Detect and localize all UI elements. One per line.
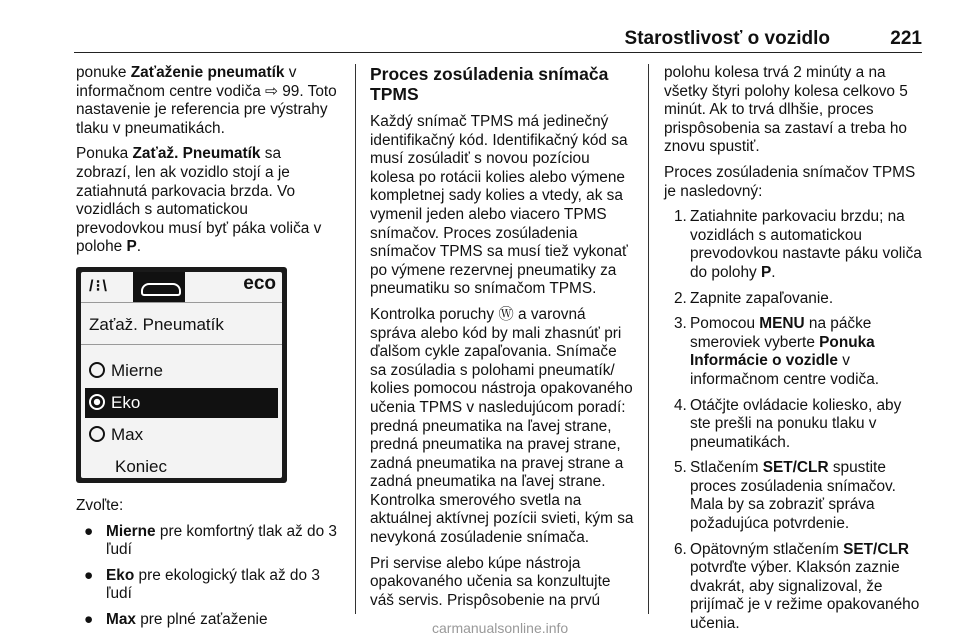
column-1: [76, 64, 338, 637]
paragraph: polohu kolesa trvá 2 minúty a na všetky štyri polohy kolesa celkovo 5 minút. Ak to trvá dlhšie, proces prispôsobenia sa zastaví a treba ho znovu spustiť.: [664, 64, 908, 156]
list-item: 3. Pomocou MENU na páčke smeroviek vyberte Ponuka Informácie o vozidle v informačnom centre vodiča.: [674, 315, 880, 388]
page-number: 221: [890, 28, 922, 49]
choose-label: Zvoľte:: [76, 496, 124, 514]
radio-icon: [89, 362, 105, 378]
road-icon: /⁝\: [89, 277, 109, 295]
list-item: 2. Zapnite zapaľovanie.: [674, 289, 834, 307]
display-top-bar: [81, 272, 282, 303]
list-item: 6. Opätovným stlačením SET/CLR potvrďte výber. Klaksón zaznie dvakrát, aby signalizoval, že prijímač je v režime opakovaného učenia.: [674, 540, 920, 633]
paragraph: Každý snímač TPMS má jedinečný identifikačný kód. Identifikačný kód sa musí zosúladiť s novou pozíciou kolesa po rotácii kolies alebo výmene kompletnej sady kolies a vtedy, ak sa vymenil jeden alebo viacero TPMS snímačov. Proces zosúladenia snímačov TPMS sa musí tiež vykonať po výmene rezervnej pneumatiky za pneumatiku so snímačom TPMS.: [370, 113, 628, 298]
column-3: [664, 64, 926, 641]
option-koniec: Koniec: [115, 456, 167, 476]
paragraph: Kontrolka poruchy Ⓦ a varovná správa alebo kód by mali zhasnúť pri ďalšom cykle zapaľovania. Snímače sa zosúladia s polohami pneumatík/ kolies pomocou nástroja opakovaného učenia TPMS v nasledujúcom poradí: predná pneumatika na ľavej strane, predná pneumatika na pravej strane, zadná pneumatika na pravej strane a zadná pneumatika na ľavej strane. Kontrolka smerového svetla na aktuálnej aktívnej pozícii svieti, kým sa nevykoná zosúladenie snímača.: [370, 305, 634, 547]
list-item: ● Eko pre ekologický tlak až do 3 ľudí: [84, 566, 320, 603]
paragraph: ponuke Zaťaženie pneumatík v informačnom centre vodiča ⇨ 99. Toto nastavenie je referencia pre výstrahy tlaku v pneumatikách.: [76, 64, 337, 137]
list-item: 5. Stlačením SET/CLR spustite proces zosúladenia snímačov. Mala by sa zobraziť správa požadujúca potvrdenie.: [674, 459, 896, 533]
list-item: ● Mierne pre komfortný tlak až do 3 ľudí: [84, 522, 337, 559]
display-screen: [81, 272, 282, 478]
page-title: Starostlivosť o vozidlo: [624, 28, 830, 49]
section-heading: Proces zosúladenia snímača TPMS: [370, 64, 609, 104]
watermark: carmanualsonline.info: [432, 620, 569, 636]
option-mierne: Mierne: [85, 356, 278, 386]
column-divider: [355, 64, 356, 614]
paragraph: Ponuka Zaťaž. Pneumatík sa zobrazí, len ak vozidlo stojí a je zatiahnutá parkovacia brzda. Vo vozidlách s automatickou prevodovkou musí byť páka voliča v polohe P.: [76, 145, 322, 256]
menu-title: Zaťaž. Pneumatík: [89, 314, 224, 334]
page-ref-icon: ⇨: [265, 82, 278, 100]
divider: [81, 344, 282, 345]
option-max: Max: [85, 420, 278, 450]
display-illustration: [76, 267, 287, 483]
paragraph: Proces zosúladenia snímačov TPMS je nasledovný:: [664, 163, 916, 200]
radio-icon: [89, 426, 105, 442]
column-2: [370, 64, 634, 617]
option-eko-selected: Eko: [85, 388, 278, 418]
radio-selected-icon: [89, 394, 105, 410]
list-item: 4. Otáčjte ovládacie koliesko, aby ste prešli na ponuku tlaku v pneumatikách.: [674, 396, 902, 451]
eco-label: eco: [243, 272, 276, 294]
page-header: [74, 22, 922, 53]
car-icon: [133, 272, 185, 302]
list-item: ● Max pre plné zaťaženie: [84, 610, 268, 628]
list-item: 1. Zatiahnite parkovaciu brzdu; na vozidlách s automatickou prevodovkou nastavte páku voliča do polohy P.: [674, 208, 922, 281]
paragraph: Pri servise alebo kúpe nástroja opakovaného učenia sa konzultujte váš servis. Prispôsobenie na prvú: [370, 554, 611, 609]
column-divider: [648, 64, 649, 614]
